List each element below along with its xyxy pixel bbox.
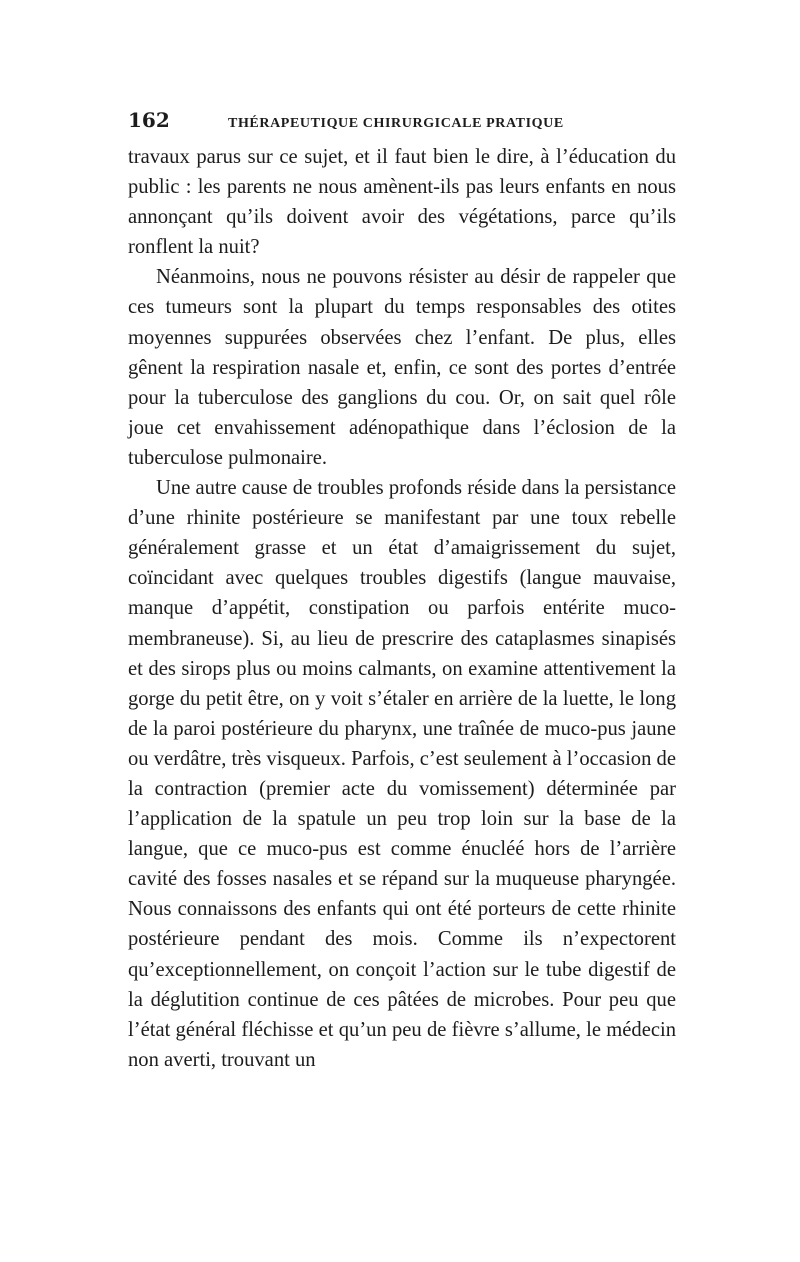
- paragraph: Néanmoins, nous ne pouvons résister au désir de rappeler que ces tumeurs sont la plupart du temps responsables des otites moyennes suppurées observées chez l’enfant. De plus, elles gênent la respiration nasale et, enfin, ce sont des portes d’entrée pour la tuberculose des ganglions du cou. Or, on sait quel rôle joue cet envahissement adénopathique dans l’éclosion de la tuberculose pulmonaire.: [128, 266, 676, 469]
- book-page: [128, 108, 676, 1075]
- running-head: [128, 108, 676, 142]
- body-text: [128, 142, 676, 1075]
- paragraph: Une autre cause de troubles profonds réside dans la persistance d’une rhinite postérieure se manifestant par une toux rebelle généralement grasse et un état d’amaigrissement du sujet, coïncidant avec quelques troubles digestifs (langue mauvaise, manque d’appétit, constipation ou parfois entérite muco-membraneuse). Si, au lieu de prescrire des cataplasmes sinapisés et des sirops plus ou moins calmants, on examine attentivement la gorge du petit être, on y voit s’étaler en arrière de la luette, le long de la paroi postérieure du pharynx, une traînée de muco-pus jaune ou verdâtre, très visqueux. Parfois, c’est seulement à l’occasion de la contraction (premier acte du vomissement) déterminée par l’application de la spatule un peu trop loin sur la base de la langue, que ce muco-pus est comme énucléé hors de l’arrière cavité des fosses nasales et se répand sur la muqueuse pharyngée. Nous connaissons des enfants qui ont été porteurs de cette rhinite postérieure pendant des mois. Comme ils n’expectorent qu’exceptionnellement, on conçoit l’action sur le tube digestif de la déglutition continue de ces pâtées de microbes. Pour peu que l’état général fléchisse et qu’un peu de fièvre s’allume, le médecin non averti, trouvant un: [128, 477, 676, 1071]
- running-title: THÉRAPEUTIQUE CHIRURGICALE PRATIQUE: [228, 116, 564, 131]
- page-number: 162: [128, 108, 170, 132]
- paragraph-continued: travaux parus sur ce sujet, et il faut bien le dire, à l’éducation du public : les parents ne nous amènent-ils pas leurs enfants en nous annonçant qu’ils doivent avoir des végétations, parce qu’ils ronflent la nuit?: [128, 146, 676, 259]
